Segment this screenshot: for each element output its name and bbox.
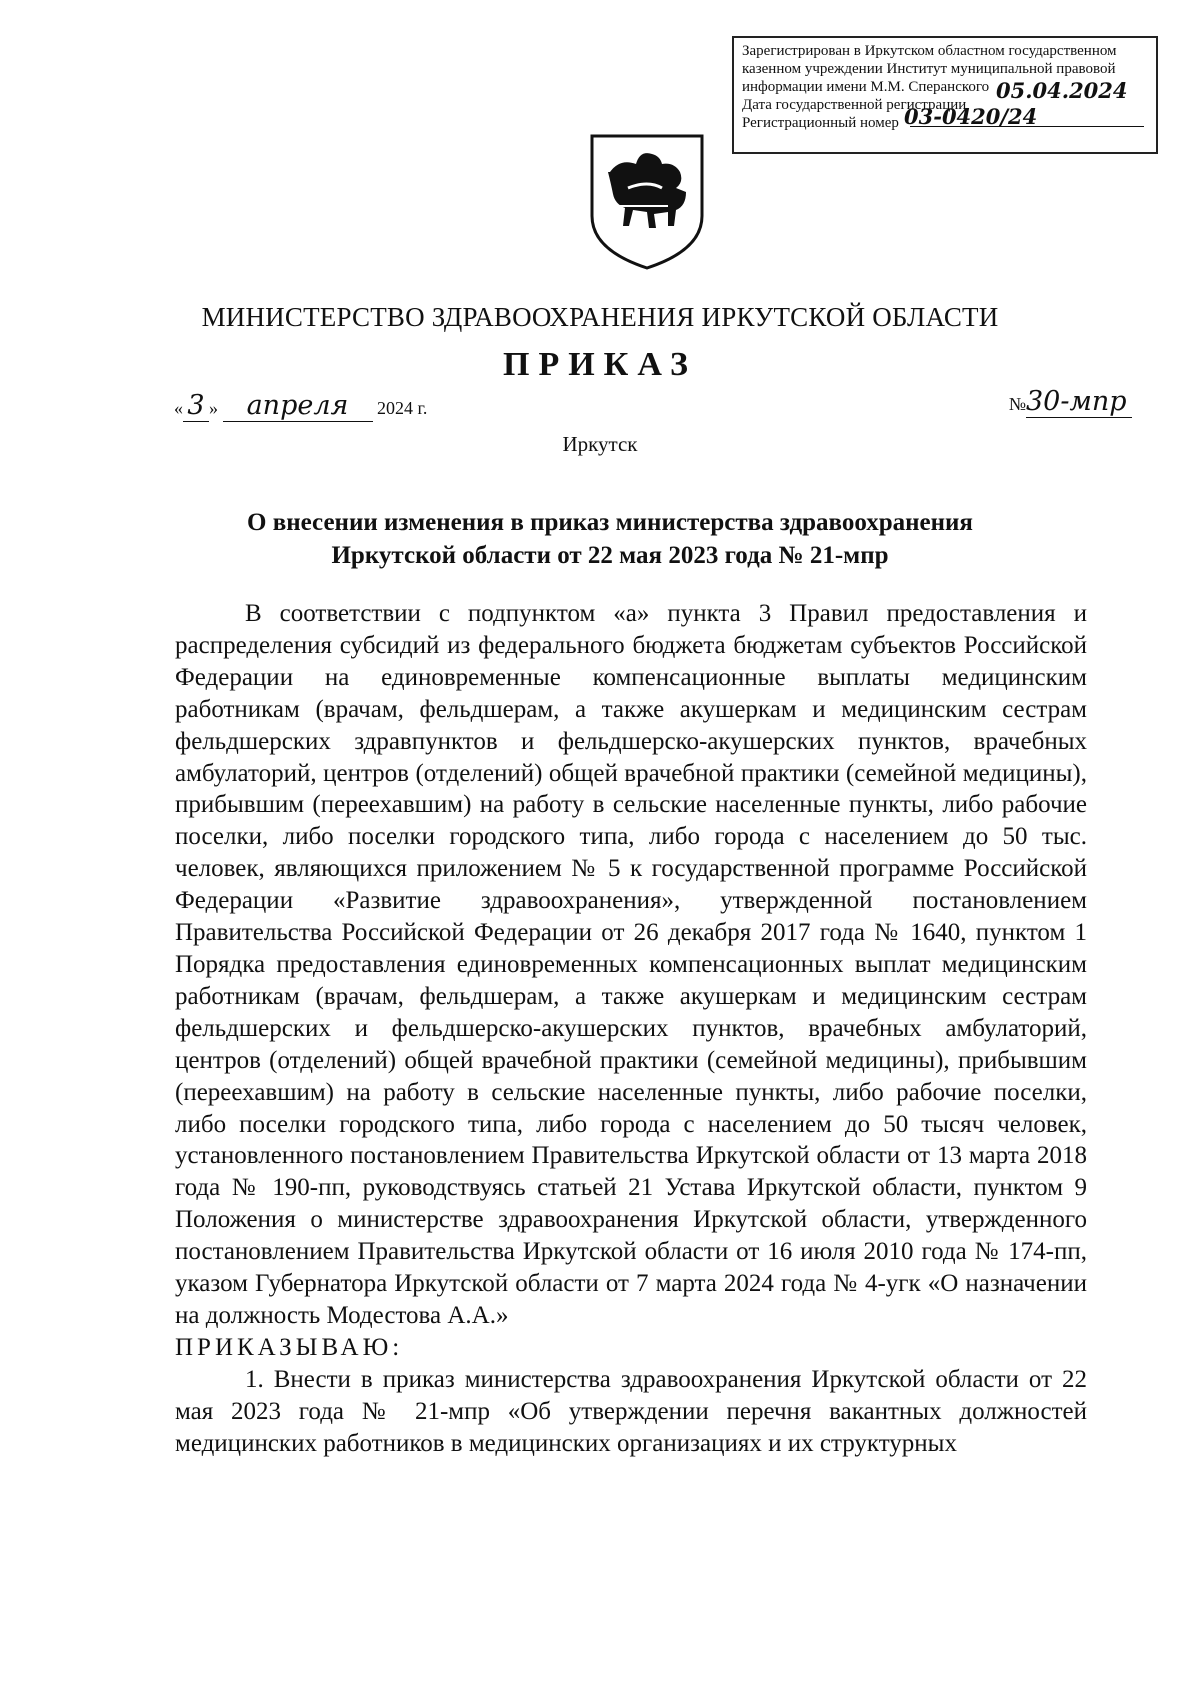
- document-type: ПРИКАЗ: [503, 346, 697, 383]
- registration-stamp: [732, 36, 1158, 154]
- heading-line-1: О внесении изменения в приказ министерства здравоохранения: [247, 509, 973, 536]
- date-month: апреля: [223, 390, 373, 422]
- date-day: 3: [183, 390, 209, 422]
- stamp-date-label: Дата государственной регистрации: [742, 97, 967, 113]
- order-word: ПРИКАЗЫВАЮ:: [175, 1333, 404, 1361]
- stamp-line-1: Зарегистрирован в Иркутском областном государственном: [742, 43, 1117, 59]
- date-open-quote: «: [174, 398, 183, 418]
- number-prefix: №: [1008, 394, 1026, 414]
- order-date: [174, 390, 427, 422]
- stamp-line-3: информации имени М.М. Сперанского: [742, 79, 990, 95]
- stamp-number-value: 03-0420/24: [904, 104, 1038, 129]
- ministry-name: МИНИСТЕРСТВО ЗДРАВООХРАНЕНИЯ ИРКУТСКОЙ ОБЛАСТИ: [201, 302, 999, 332]
- item-1-paragraph: 1. Внести в приказ министерства здравоохранения Иркутской области от 22 мая 2023 года № 21-мпр «Об утверждении перечня вакантных должностей медицинских работников в медицинских организациях и их структурных: [175, 1365, 1087, 1457]
- preamble-paragraph: В соответствии с подпунктом «а» пункта 3 Правил предоставления и распределения субсидий из федерального бюджета бюджетам субъектов Российской Федерации на единовременные компенсационные выплаты медицинским работникам (врачам, фельдшерам, а также акушеркам и медицинским сестрам фельдшерских здравпунктов и фельдшерско-акушерских пунктов, врачебных амбулаторий, центров (отделений) общей врачебной практики (семейной медицины), прибывшим (переехавшим) на работу в сельские населенные пункты, либо рабочие поселки, либо поселки городского типа, либо города с населением до 50 тыс. человек, являющихся приложением № 5 к государственной программе Российской Федерации «Развитие здравоохранения», утвержденной постановлением Правительства Российской Федерации от 26 декабря 2017 года № 1640, пунктом 1 Порядка предоставления единовременных компенсационных выплат медицинским работникам (врачам, фельдшерам, а также акушеркам и медицинским сестрам фельдшерских и фельдшерско-акушерских пунктов, врачебных амбулаторий, центров (отделений) общей врачебной практики (семейной медицины), прибывшим (переехавшим) на работу в сельские населенные пункты, либо рабочие поселки, либо поселки городского типа, либо города с населением до 50 тысяч человек, установленного постановлением Правительства Иркутской области от 13 марта 2018 года № 190-пп, руководствуясь статьей 21 Устава Иркутской области, пунктом 9 Положения о министерстве здравоохранения Иркутской области, утвержденного постановлением Правительства Иркутской области от 16 июля 2010 года № 174-пп, указом Губернатора Иркутской области от 7 марта 2024 года № 4-угк «О назначении на должность Модестова А.А.»: [175, 600, 1087, 1329]
- city: Иркутск: [562, 432, 638, 456]
- order-number: [1009, 386, 1132, 418]
- stamp-number-label: Регистрационный номер: [742, 115, 899, 131]
- document-body: [175, 598, 1087, 1459]
- date-close-quote: »: [209, 398, 218, 418]
- document-heading: [180, 506, 1040, 572]
- heading-line-2: Иркутской области от 22 мая 2023 года № 21-мпр: [331, 542, 889, 569]
- irkutsk-coat-of-arms-icon: [588, 132, 706, 272]
- stamp-date-value: 05.04.2024: [996, 78, 1128, 103]
- number-value: 30-мпр: [1026, 386, 1132, 418]
- date-year: 2024 г.: [377, 398, 428, 418]
- stamp-line-2: казенном учреждении Институт муниципальной правовой: [742, 61, 1116, 77]
- stamp-number-underline: [910, 126, 1144, 127]
